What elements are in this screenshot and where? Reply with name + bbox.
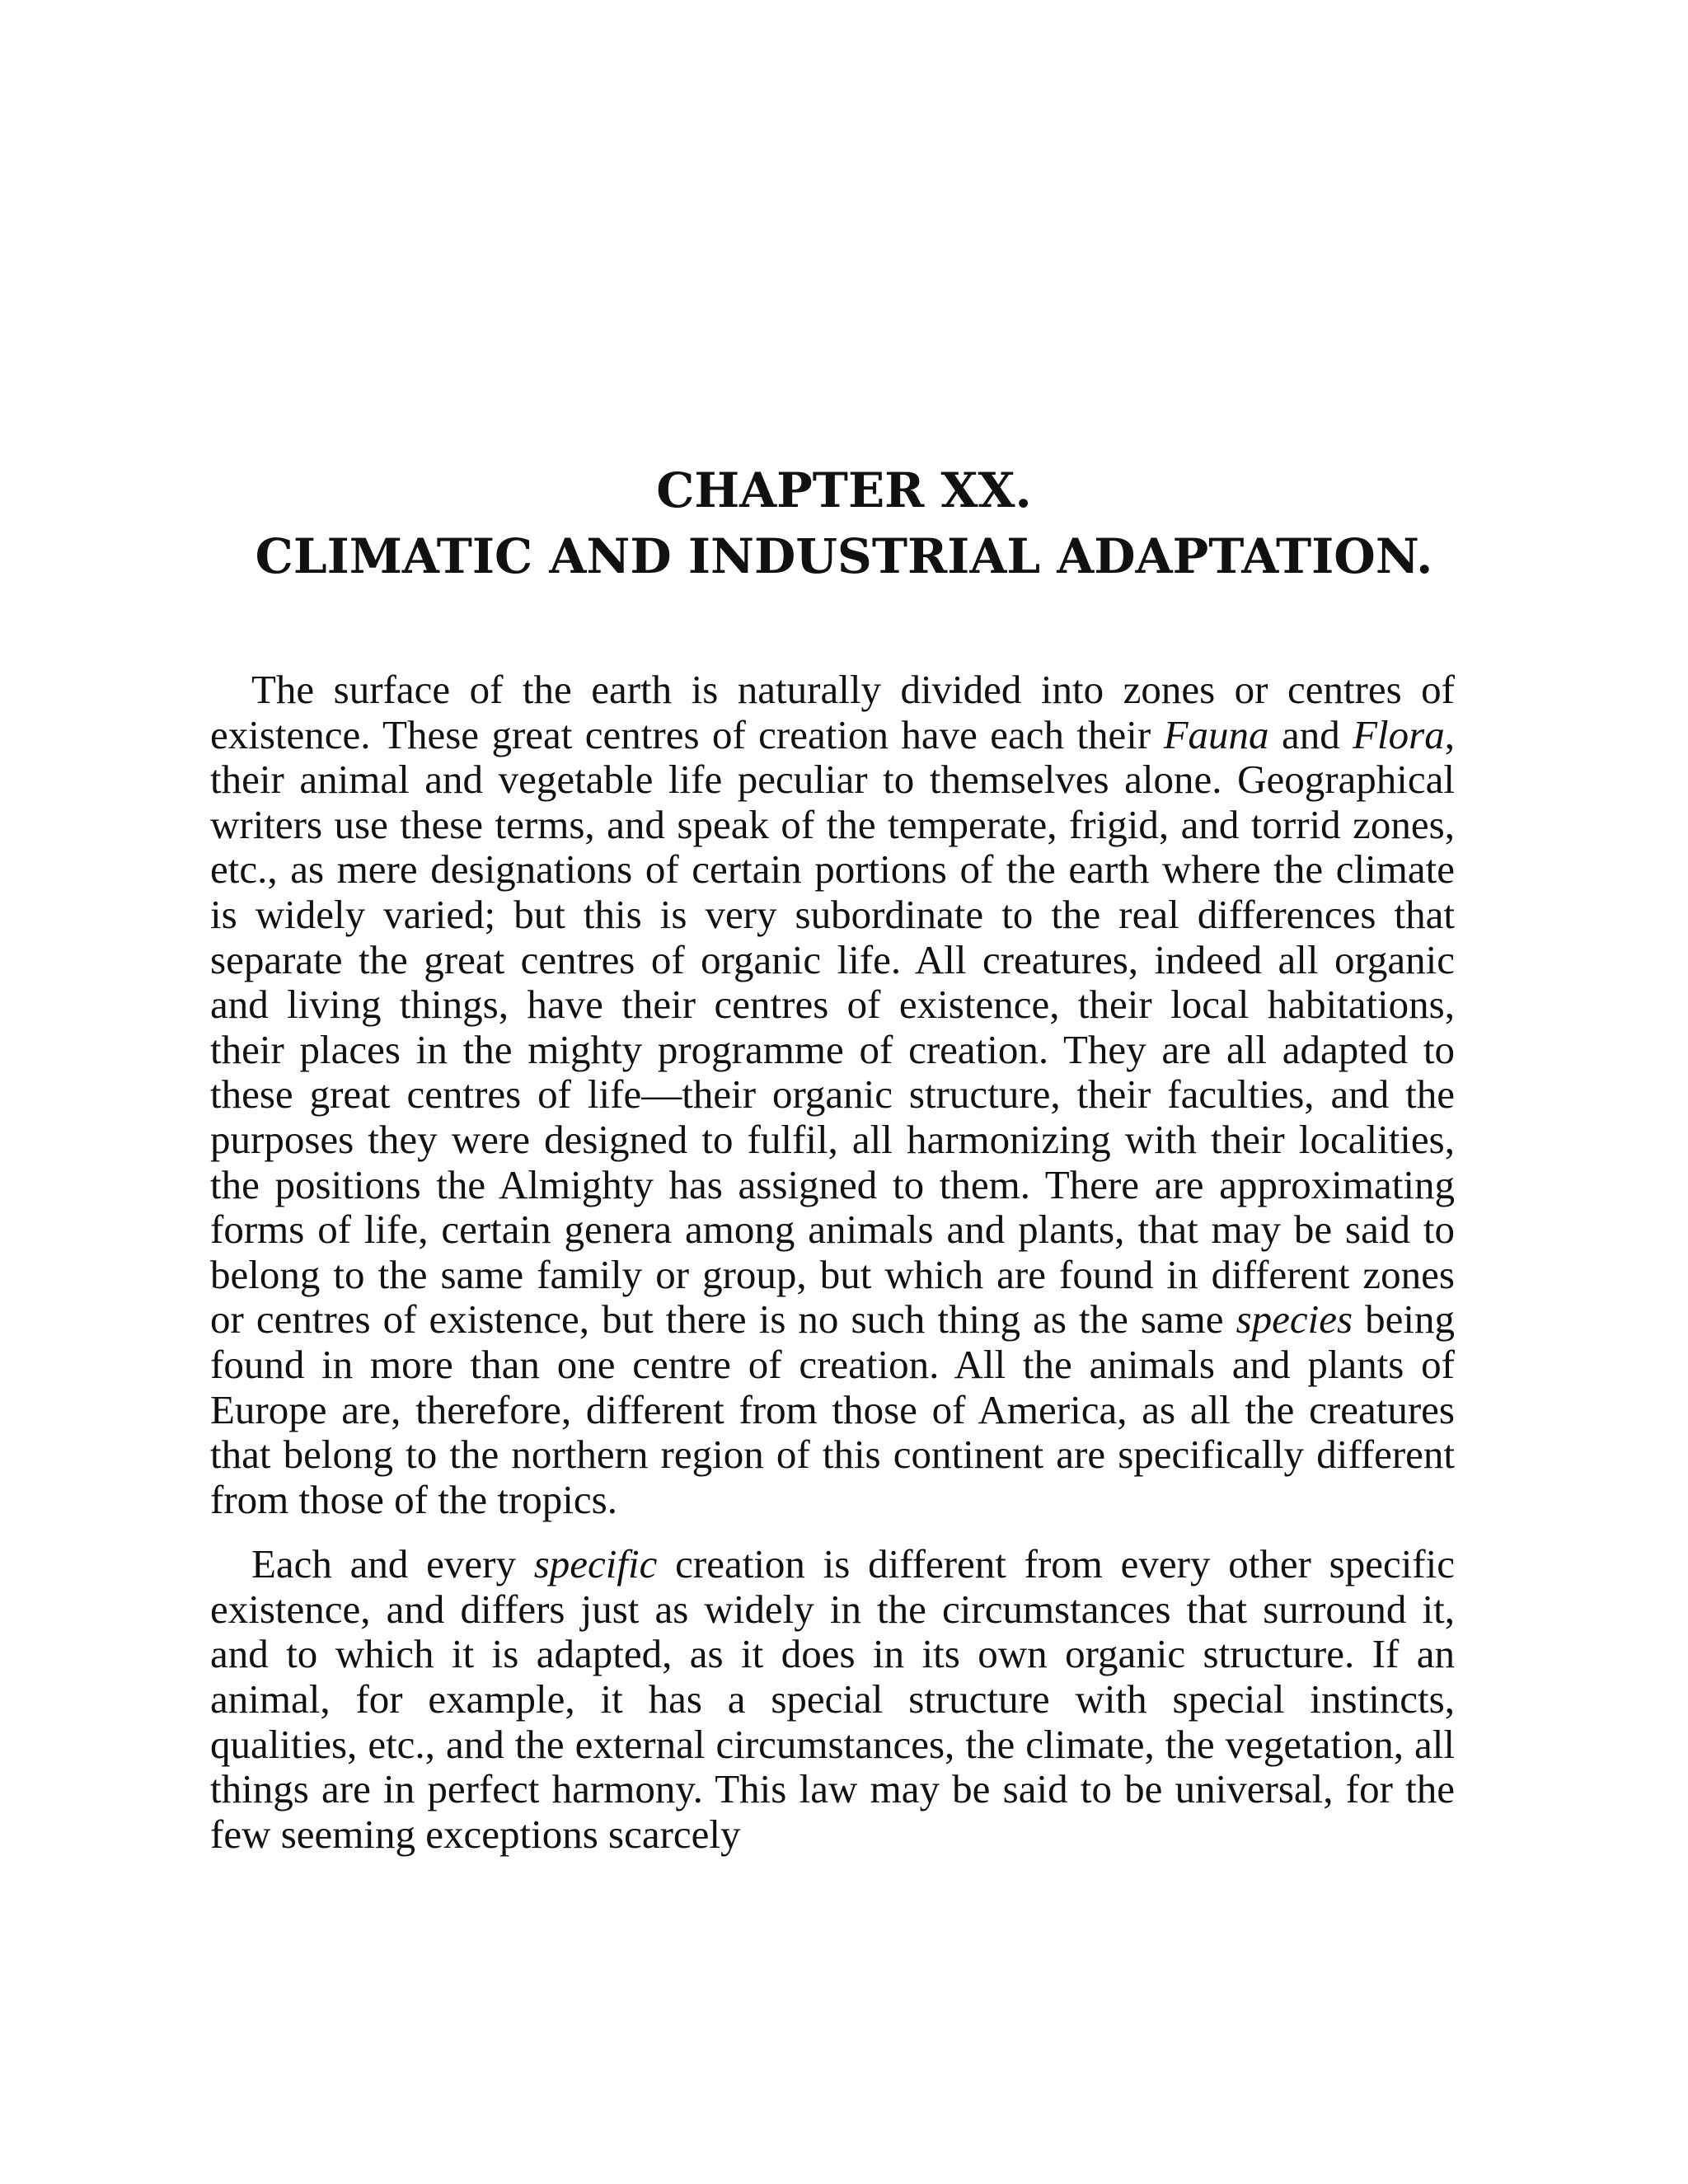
paragraph-2-text-1: Each and every: [251, 1541, 534, 1587]
paragraph-1-text-1: The surface of the earth is naturally divided into zones or centres of existence. These great centres of creation have each their: [210, 667, 1455, 757]
chapter-body: [210, 668, 1455, 1877]
paragraph-2-italic-specific: specific: [533, 1541, 658, 1587]
chapter-heading: [0, 457, 1688, 589]
paragraph-1-italic-species: species: [1236, 1296, 1353, 1343]
paragraph-1-italic-fauna: Fauna: [1163, 711, 1269, 757]
paragraph-1-text-4: being found in more than one centre of creation. All the animals and plants of Europe are, therefore, different from those of America, as all the creatures that belong to the northern region of this continent are specifically different from those of the tropics.: [210, 1296, 1455, 1522]
paragraph-2: [210, 1542, 1455, 1857]
paragraph-1-italic-flora: Flora: [1353, 711, 1445, 757]
paragraph-2-text-2: creation is different from every other specific existence, and differs just as widely in the circumstances that surround it, and to which it is adapted, as it does in its own organic structure. If an animal, for example, it has a special structure with special instincts, qualities, etc., and the external circumstances, the climate, the vegetation, all things are in perfect harmony. This law may be said to be universal, for the few seeming exceptions scarcely: [210, 1541, 1455, 1857]
paragraph-1: [210, 668, 1455, 1522]
paragraph-1-text-2: and: [1268, 711, 1353, 757]
chapter-title: CLIMATIC AND INDUSTRIAL ADAPTATION.: [255, 528, 1433, 584]
chapter-number: CHAPTER XX.: [656, 462, 1032, 518]
paragraph-1-text-3: , their animal and vegetable life peculiar to themselves alone. Geographical writers use these terms, and speak of the temperate, frigid, and torrid zones, etc., as mere designations of certain portions of the earth where the climate is widely varied; but this is very subordinate to the real differences that separate the great centres of organic life. All creatures, indeed all organic and living things, have their centres of existence, their local habitations, their places in the mighty programme of creation. They are all adapted to these great centres of life—their organic structure, their faculties, and the purposes they were designed to fulfil, all harmonizing with their localities, the positions the Almighty has assigned to them. There are approximating forms of life, certain genera among animals and plants, that may be said to belong to the same family or group, but which are found in different zones or centres of existence, but there is no such thing as the same: [210, 711, 1455, 1343]
